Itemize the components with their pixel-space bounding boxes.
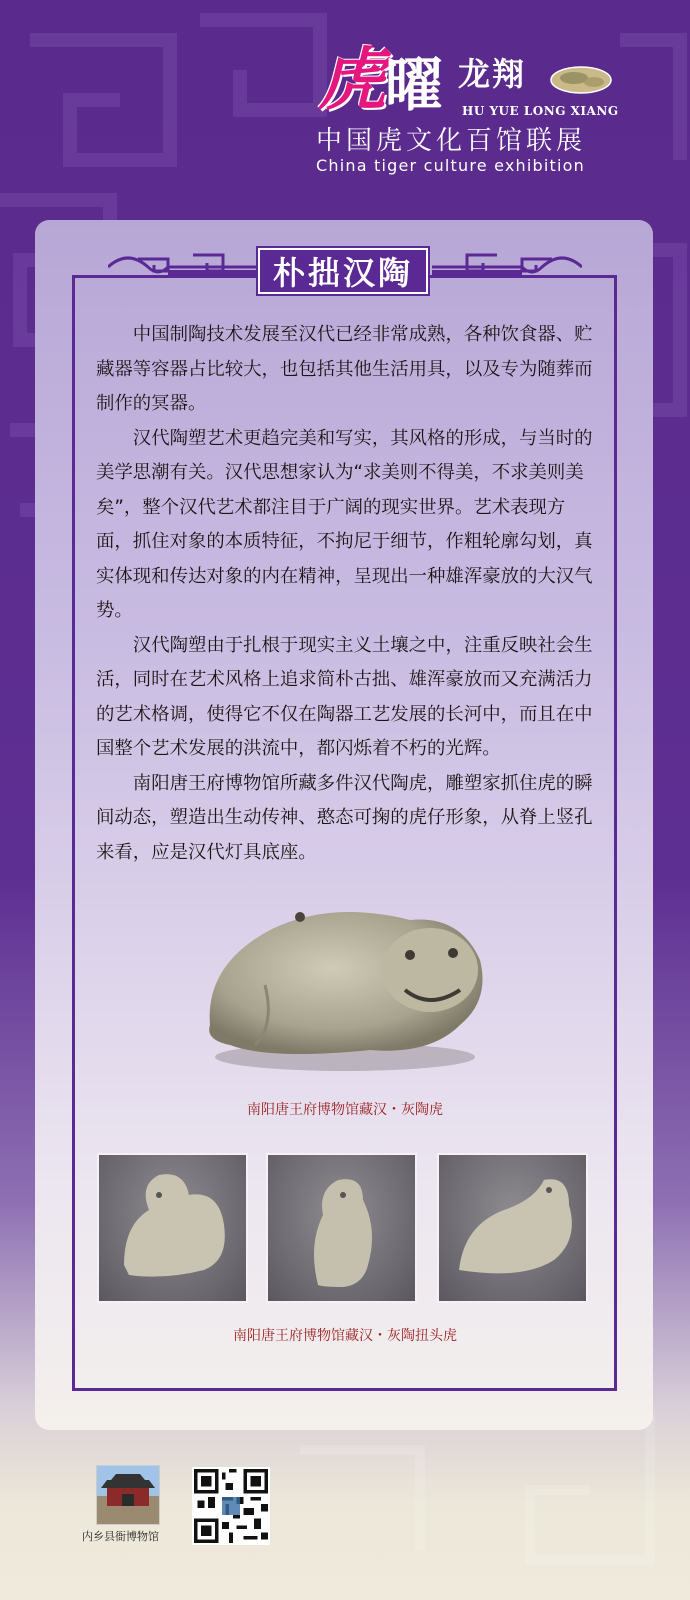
paragraph: 汉代陶塑由于扎根于现实主义土壤之中，注重反映社会生活，同时在艺术风格上追求简朴古拙、雄浑豪放而又充满活力的艺术格调，使得它不仅在陶器工艺发展的长河中，而且在中国整个艺术发展的洪流中，都闪烁着不朽的光辉。	[96, 634, 593, 759]
museum-building-photo	[96, 1465, 160, 1525]
jade-tiger-icon	[548, 58, 614, 98]
qr-code[interactable]	[192, 1467, 270, 1545]
paragraph: 中国制陶技术发展至汉代已经非常成熟，各种饮食器、贮藏器等容器占比较大，也包括其他生活用具，以及专为随葬而制作的冥器。	[96, 324, 593, 414]
exhibition-title-en: China tiger culture exhibition	[316, 156, 585, 175]
body-text	[96, 318, 602, 870]
gray-pottery-tiger-photo	[195, 905, 495, 1085]
caption-gray-pottery-tiger: 南阳唐王府博物馆藏汉・灰陶虎	[247, 1102, 443, 1118]
logo-pinyin: HU YUE LONG XIANG	[462, 104, 619, 118]
paragraph: 汉代陶塑艺术更趋完美和写实，其风格的形成，与当时的美学思潮有关。汉代思想家认为“求美则不得美，不求美则美矣”，整个汉代艺术都注目于广阔的现实世界。艺术表现方面，抓住对象的本质特征，不拘尼于细节，作粗轮廓勾划，真实体现和传达对象的内在精神，呈现出一种雄浑豪放的大汉气势。	[96, 427, 593, 621]
museum-name: 内乡县衙博物馆	[82, 1530, 159, 1543]
turning-tiger-photo-3	[437, 1153, 588, 1303]
paragraph: 南阳唐王府博物馆所藏多件汉代陶虎，雕塑家抓住虎的瞬间动态，塑造出生动传神、憨态可掬的虎仔形象，从脊上竖孔来看，应是汉代灯具底座。	[96, 772, 593, 863]
section-title: 朴拙汉陶	[258, 248, 428, 294]
logo-yue-char: 曜	[385, 51, 444, 119]
caption-turning-head-tiger: 南阳唐王府博物馆藏汉・灰陶扭头虎	[233, 1328, 457, 1344]
turning-tiger-photo-1	[97, 1153, 248, 1303]
turning-tiger-photo-2	[266, 1153, 417, 1303]
exhibition-title-cn: 中国虎文化百馆联展	[316, 126, 587, 156]
logo-long-xiang: 龙翔	[458, 55, 527, 93]
logo-tiger-char: 虎	[318, 40, 387, 120]
